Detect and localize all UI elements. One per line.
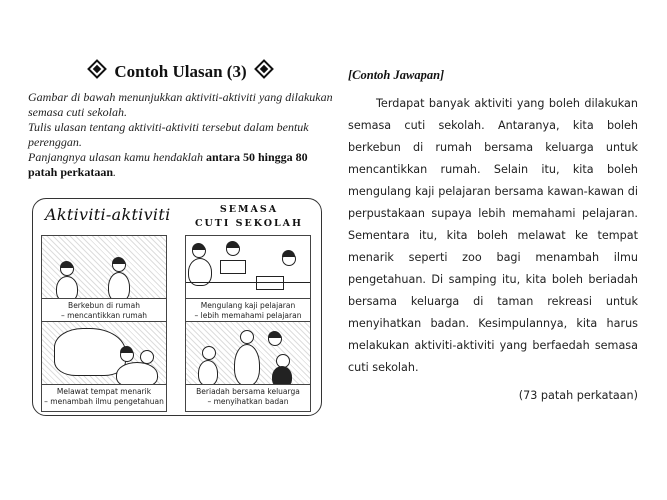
answer-section — [348, 68, 638, 402]
zoo-image — [42, 322, 166, 385]
sample-essay: Terdapat banyak aktiviti yang boleh dilakukan semasa cuti sekolah. Antaranya, kita boleh berkebun di rumah bersama keluarga untuk mencantikkan rumah. Selain itu, kita boleh mengulang kaji pelajaran bersama kawan-kawan di perpustakaan supaya lebih memahami pelajaran. Sementara itu, kita boleh melawat ke tempat menarik seperti zoo bagi menambah ilmu pengetahuan. Di samping itu, kita boleh beriadah bersama keluarga di taman rekreasi untuk menyihatkan badan. Kesimpulannya, kita harus melakukan aktiviti-aktiviti yang berfaedah semasa cuti sekolah. — [348, 97, 638, 374]
activity-panel-zoo — [41, 321, 167, 412]
activity-caption: Mengulang kaji pelajaran – lebih memahami pelajaran — [194, 301, 302, 320]
activity-caption: Melawat tempat menarik – menambah ilmu pengetahuan — [44, 387, 164, 406]
answer-label: [Contoh Jawapan] — [348, 68, 445, 82]
illustration-subtitle: SEMASA CUTI SEKOLAH — [194, 204, 304, 229]
length-requirement: antara 50 hingga 80 patah perkataan — [28, 150, 308, 179]
illustration-title: Aktiviti-aktiviti — [45, 205, 171, 224]
activity-caption: Berkebun di rumah – mencantikkan rumah — [60, 301, 148, 320]
studying-image — [186, 236, 310, 299]
word-count: (73 patah perkataan) — [518, 389, 638, 402]
instruction-line: Tulis ulasan tentang aktiviti-aktiviti tersebut dalam bentuk perenggan. — [28, 120, 309, 149]
diamond-icon — [254, 59, 274, 79]
elephant-icon — [54, 328, 126, 376]
activity-panel-gardening — [41, 235, 167, 326]
question-title: Contoh Ulasan (3) — [28, 62, 333, 82]
diamond-icon — [87, 59, 107, 79]
recreation-image — [186, 322, 310, 385]
gardening-image — [42, 236, 166, 299]
instruction-length: Panjangnya ulasan kamu hendaklah antara 50 hingga 80 patah perkataan. — [28, 150, 308, 179]
activity-panel-recreation — [185, 321, 311, 412]
activity-caption: Beriadah bersama keluarga – menyihatkan badan — [196, 387, 300, 406]
question-section — [28, 62, 333, 180]
activity-illustration — [32, 198, 322, 416]
activity-panel-studying — [185, 235, 311, 326]
instruction-line: Gambar di bawah menunjukkan aktiviti-aktiviti yang dilakukan semasa cuti sekolah. — [28, 90, 333, 119]
